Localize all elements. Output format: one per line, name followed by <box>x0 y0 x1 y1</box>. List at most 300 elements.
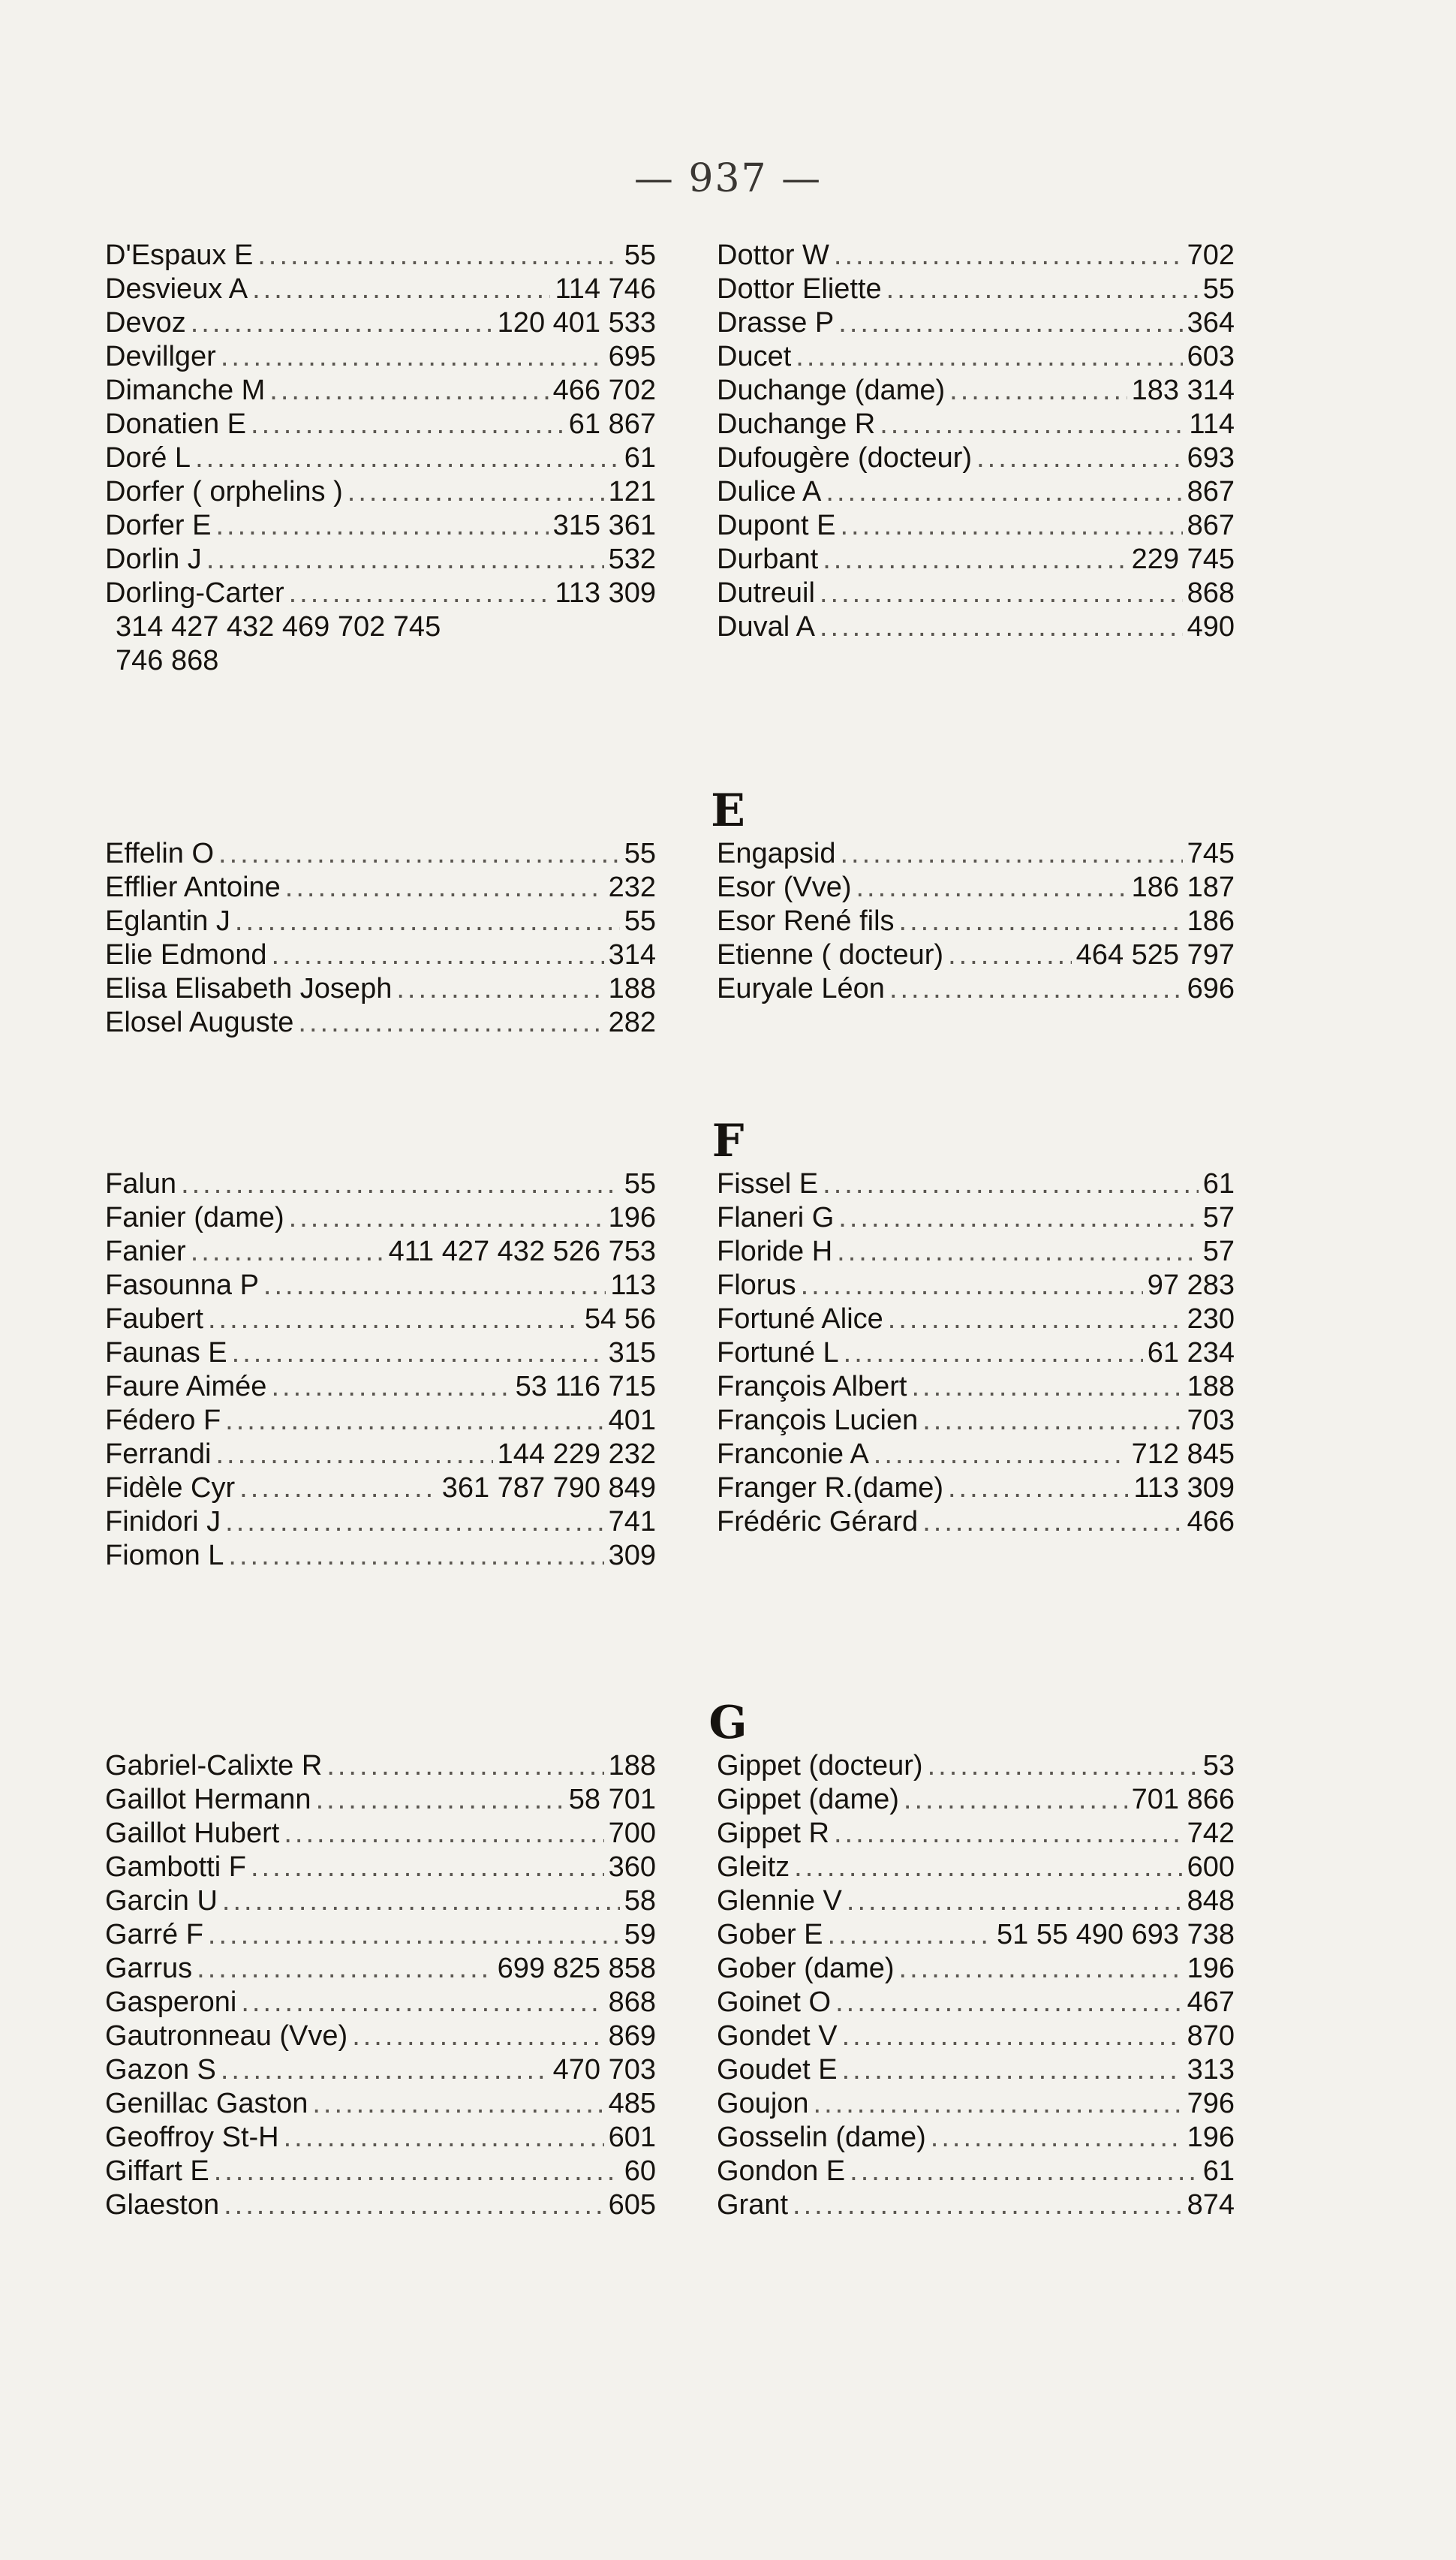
dot-leader <box>208 1918 620 1952</box>
section-columns <box>0 1749 1456 2320</box>
entry-name: Devillger <box>105 341 216 372</box>
entry-pages: 144 229 232 <box>497 1438 656 1470</box>
dot-leader <box>899 1952 1183 1986</box>
entry-pages: 282 <box>608 1007 656 1038</box>
index-entry <box>105 408 656 441</box>
left-column <box>105 1749 656 2222</box>
entry-name: Duchange (dame) <box>717 375 946 406</box>
dot-leader <box>216 1438 493 1471</box>
index-entry <box>105 1539 656 1573</box>
entry-pages: 741 <box>608 1506 656 1538</box>
section-columns <box>0 837 1456 1137</box>
entry-name: Devoz <box>105 307 186 339</box>
entry-name: Efflier Antoine <box>105 872 281 903</box>
entry-pages: 57 <box>1202 1236 1235 1267</box>
entry-pages: 55 <box>1202 273 1235 305</box>
section-e <box>0 785 1456 1085</box>
entry-name: Eglantin J <box>105 905 230 937</box>
index-entry <box>717 1303 1235 1336</box>
entry-name: Dorfer ( orphelins ) <box>105 476 343 507</box>
entry-pages: 113 <box>610 1269 656 1301</box>
entry-pages: 186 <box>1187 905 1235 937</box>
index-entry <box>717 2155 1235 2188</box>
dot-leader <box>826 475 1182 509</box>
entry-name: Gondet V <box>717 2020 838 2052</box>
entry-name: François Lucien <box>717 1405 919 1436</box>
entry-pages: 745 <box>1187 838 1235 869</box>
entry-name: Duchange R <box>717 408 876 440</box>
entry-pages: 232 <box>608 872 656 903</box>
index-entry <box>105 1817 656 1851</box>
index-entry <box>105 340 656 374</box>
entry-pages: 867 <box>1187 510 1235 541</box>
index-entry <box>105 273 656 306</box>
entry-pages: 315 <box>608 1337 656 1369</box>
section-columns <box>0 239 1456 764</box>
index-entry <box>717 2087 1235 2121</box>
entry-pages: 113 309 <box>555 577 656 609</box>
entry-pages: 532 <box>608 544 656 575</box>
dot-leader <box>904 1783 1127 1817</box>
index-entry <box>105 306 656 340</box>
index-entry <box>717 2019 1235 2053</box>
entry-pages: 58 <box>624 1885 656 1917</box>
index-entry <box>717 1851 1235 1884</box>
dot-leader <box>823 543 1127 577</box>
entry-name: Fanier (dame) <box>105 1202 284 1233</box>
section-f <box>0 1115 1456 1595</box>
dot-leader <box>191 1235 384 1269</box>
entry-name: Fissel E <box>717 1168 819 1200</box>
dot-leader <box>284 1817 603 1851</box>
entry-pages: 55 <box>624 905 656 937</box>
entry-pages: 700 <box>608 1818 656 1849</box>
index-entry <box>717 1438 1235 1471</box>
entry-pages: 466 702 <box>552 375 656 406</box>
entry-name: Engapsid <box>717 838 836 869</box>
dot-leader <box>285 871 604 905</box>
index-entry <box>105 871 656 905</box>
entry-name: Fasounna P <box>105 1269 259 1301</box>
dot-leader <box>225 1404 603 1438</box>
entry-name: Garré F <box>105 1919 203 1950</box>
entry-pages: 54 56 <box>584 1303 656 1335</box>
index-entry <box>717 2053 1235 2087</box>
entry-name: Dupont E <box>717 510 836 541</box>
index-entry <box>717 543 1235 577</box>
dot-leader <box>838 1201 1198 1235</box>
dot-leader <box>228 1539 603 1573</box>
entry-pages: 196 <box>1187 1953 1235 1984</box>
dot-leader <box>214 2155 620 2188</box>
entry-pages: 605 <box>608 2189 656 2221</box>
dot-leader <box>206 543 604 577</box>
dot-leader <box>928 1749 1199 1783</box>
dot-leader <box>976 441 1183 475</box>
index-entry <box>717 1167 1235 1201</box>
index-entry <box>105 475 656 509</box>
entry-pages: 113 309 <box>1133 1472 1235 1504</box>
entry-name: Gippet (dame) <box>717 1784 899 1815</box>
index-entry <box>717 306 1235 340</box>
entry-name: Etienne ( docteur) <box>717 939 944 971</box>
entry-pages: 464 525 797 <box>1075 939 1235 971</box>
entry-pages: 742 <box>1187 1818 1235 1849</box>
entry-pages: 196 <box>1187 2122 1235 2153</box>
section-g <box>0 1697 1456 2267</box>
entry-name: Dutreuil <box>717 577 815 609</box>
dot-leader <box>838 306 1182 340</box>
entry-name: Frédéric Gérard <box>717 1506 919 1538</box>
entry-pages: 55 <box>624 1168 656 1200</box>
dot-leader <box>899 905 1183 938</box>
dot-leader <box>352 2019 603 2053</box>
entry-pages: 695 <box>608 341 656 372</box>
dot-leader <box>820 577 1183 610</box>
entry-name: D'Espaux E <box>105 239 254 271</box>
entry-pages: 58 701 <box>568 1784 656 1815</box>
entry-name: Floride H <box>717 1236 833 1267</box>
dot-leader <box>850 2155 1199 2188</box>
entry-name: Glaeston <box>105 2189 220 2221</box>
right-column <box>717 1167 1235 1539</box>
dot-leader <box>222 1884 620 1918</box>
index-entry <box>105 972 656 1006</box>
entry-pages: 61 <box>1202 1168 1235 1200</box>
entry-name: Durbant <box>717 544 819 575</box>
section-letter: G <box>708 1697 748 1749</box>
entry-pages: 702 <box>1187 239 1235 271</box>
index-entry <box>105 1006 656 1040</box>
entry-pages: 600 <box>1187 1851 1235 1883</box>
entry-name: Gasperoni <box>105 1986 237 2018</box>
dot-leader <box>218 837 620 871</box>
index-entry <box>717 374 1235 408</box>
entry-pages: 314 <box>608 939 656 971</box>
dot-leader <box>948 938 1072 972</box>
dot-leader <box>888 1303 1183 1336</box>
index-entry <box>105 1851 656 1884</box>
entry-pages: 868 <box>1187 577 1235 609</box>
index-entry <box>717 1884 1235 1918</box>
entry-pages: 309 <box>608 1540 656 1571</box>
dot-leader <box>191 306 493 340</box>
dot-leader <box>181 1167 620 1201</box>
entry-name: Geoffroy St-H <box>105 2122 279 2153</box>
index-entry <box>105 1505 656 1539</box>
entry-name: Dufougère (docteur) <box>717 442 973 474</box>
entry-pages: 53 116 715 <box>515 1371 656 1402</box>
index-entry <box>717 1986 1235 2019</box>
entry-pages: 467 <box>1187 1986 1235 2018</box>
dot-leader <box>796 340 1182 374</box>
entry-pages: 364 <box>1187 307 1235 339</box>
entry-pages: 114 746 <box>555 273 656 305</box>
index-entry <box>105 1952 656 1986</box>
dot-leader <box>856 871 1127 905</box>
dot-leader <box>224 2188 604 2222</box>
index-entry <box>105 2155 656 2188</box>
index-entry <box>105 577 656 610</box>
dot-leader <box>289 577 551 610</box>
entry-pages: 361 787 790 849 <box>441 1472 656 1504</box>
entry-name: François Albert <box>717 1371 907 1402</box>
entry-name: Gleitz <box>717 1851 790 1883</box>
entry-pages: 61 <box>1202 2155 1235 2187</box>
index-entry <box>717 1918 1235 1952</box>
index-entry <box>105 543 656 577</box>
entry-pages: 703 <box>1187 1405 1235 1436</box>
entry-name: Dorlin J <box>105 544 202 575</box>
dot-leader <box>298 1006 603 1040</box>
index-entry <box>105 2121 656 2155</box>
entry-name: Falun <box>105 1168 177 1200</box>
entry-pages: 867 <box>1187 476 1235 507</box>
entry-name: Gippet R <box>717 1818 829 1849</box>
entry-pages: 55 <box>624 239 656 271</box>
entry-pages: 121 <box>608 476 656 507</box>
entry-name: Dorfer E <box>105 510 212 541</box>
section-columns <box>0 1167 1456 1648</box>
dot-leader <box>251 408 564 441</box>
index-entry <box>717 1505 1235 1539</box>
entry-name: Ducet <box>717 341 792 372</box>
dot-leader <box>208 1303 580 1336</box>
entry-pages: 51 55 490 693 738 <box>997 1919 1235 1950</box>
index-entry <box>105 1471 656 1505</box>
entry-name: Dulice A <box>717 476 822 507</box>
index-entry <box>717 610 1235 644</box>
index-entry <box>717 239 1235 273</box>
index-entry <box>717 441 1235 475</box>
dot-leader <box>271 1370 510 1404</box>
entry-pages: 712 845 <box>1131 1438 1235 1470</box>
index-entry <box>717 577 1235 610</box>
entry-pages: 601 <box>608 2122 656 2153</box>
entry-name: Goinet O <box>717 1986 832 2018</box>
dot-leader <box>396 972 603 1006</box>
dot-leader <box>880 408 1184 441</box>
dot-leader <box>195 441 620 475</box>
index-entry <box>105 1404 656 1438</box>
dot-leader <box>814 2087 1183 2121</box>
right-column <box>717 1749 1235 2222</box>
index-entry <box>717 340 1235 374</box>
index-entry <box>105 2087 656 2121</box>
entry-name: Dimanche M <box>105 375 266 406</box>
dot-leader <box>347 475 604 509</box>
index-entry <box>717 1817 1235 1851</box>
dot-leader <box>842 2053 1183 2087</box>
entry-pages: 188 <box>1187 1371 1235 1402</box>
index-entry <box>105 1918 656 1952</box>
index-entry <box>105 2188 656 2222</box>
dot-leader <box>284 2121 604 2155</box>
entry-name: Ferrandi <box>105 1438 212 1470</box>
entry-pages: 120 401 533 <box>497 307 656 339</box>
index-entry <box>717 938 1235 972</box>
entry-pages-continued: 314 427 432 469 702 745 <box>116 611 441 643</box>
dot-leader <box>820 610 1183 644</box>
entry-pages: 55 <box>624 838 656 869</box>
dot-leader <box>235 905 620 938</box>
index-entry <box>105 1370 656 1404</box>
entry-name: Elie Edmond <box>105 939 267 971</box>
entry-name: Flaneri G <box>717 1202 835 1233</box>
entry-pages: 870 <box>1187 2020 1235 2052</box>
index-entry <box>105 1201 656 1235</box>
entry-pages: 57 <box>1202 1202 1235 1233</box>
entry-pages: 470 703 <box>552 2054 656 2086</box>
index-entry <box>717 905 1235 938</box>
index-entry <box>717 1269 1235 1303</box>
entry-name: Grant <box>717 2189 789 2221</box>
index-entry <box>717 1201 1235 1235</box>
section-d <box>0 239 1456 764</box>
entry-name: Desvieux A <box>105 273 248 305</box>
index-entry <box>105 2019 656 2053</box>
entry-pages: 61 234 <box>1147 1337 1235 1369</box>
section-letter: F <box>711 1115 745 1167</box>
index-entry <box>717 1370 1235 1404</box>
index-entry <box>105 1235 656 1269</box>
entry-name: Fédero F <box>105 1405 221 1436</box>
dot-leader <box>197 1952 493 1986</box>
entry-pages: 796 <box>1187 2088 1235 2119</box>
entry-pages: 485 <box>608 2088 656 2119</box>
index-entry <box>717 1336 1235 1370</box>
entry-pages: 313 <box>1187 2054 1235 2086</box>
entry-name: Fiomon L <box>105 1540 224 1571</box>
index-entry <box>105 509 656 543</box>
entry-pages: 53 <box>1202 1750 1235 1781</box>
entry-pages: 603 <box>1187 341 1235 372</box>
entry-name: Elisa Elisabeth Joseph <box>105 973 393 1004</box>
entry-name: Goudet E <box>717 2054 838 2086</box>
right-column <box>717 837 1235 1006</box>
entry-name: Fanier <box>105 1236 186 1267</box>
entry-name: Euryale Léon <box>717 973 885 1004</box>
entry-name: Gaillot Hermann <box>105 1784 311 1815</box>
index-entry <box>105 938 656 972</box>
entry-name: Esor René fils <box>717 905 895 937</box>
entry-pages: 411 427 432 526 753 <box>388 1236 656 1267</box>
entry-name: Elosel Auguste <box>105 1007 294 1038</box>
dot-leader <box>834 1817 1183 1851</box>
index-entry <box>717 1471 1235 1505</box>
entry-pages: 868 <box>608 1986 656 2018</box>
entry-name: Fidèle Cyr <box>105 1472 236 1504</box>
entry-pages: 188 <box>608 1750 656 1781</box>
index-entry <box>717 408 1235 441</box>
entry-pages: 196 <box>608 1202 656 1233</box>
entry-name: Gippet (docteur) <box>717 1750 923 1781</box>
dot-leader <box>886 273 1199 306</box>
left-column <box>105 1167 656 1573</box>
entry-name: Gondon E <box>717 2155 846 2187</box>
index-entry <box>105 905 656 938</box>
index-entry <box>717 972 1235 1006</box>
page-number: — 937 — <box>633 156 823 201</box>
entry-name: Gabriel-Calixte R <box>105 1750 323 1781</box>
dot-leader <box>326 1749 603 1783</box>
index-entry <box>105 1884 656 1918</box>
entry-pages: 701 866 <box>1131 1784 1235 1815</box>
entry-name: Garrus <box>105 1953 193 1984</box>
entry-pages: 401 <box>608 1405 656 1436</box>
entry-pages: 183 314 <box>1131 375 1235 406</box>
dot-leader <box>251 1851 604 1884</box>
dot-leader <box>840 509 1182 543</box>
dot-leader <box>239 1471 438 1505</box>
dot-leader <box>241 1986 603 2019</box>
entry-name: Dottor Eliette <box>717 273 882 305</box>
dot-leader <box>931 2121 1183 2155</box>
section-letter: E <box>711 785 745 837</box>
entry-pages: 186 187 <box>1131 872 1235 903</box>
dot-leader <box>949 374 1127 408</box>
entry-pages: 114 <box>1189 408 1235 440</box>
dot-leader <box>316 1783 564 1817</box>
entry-name: Dottor W <box>717 239 829 271</box>
entry-pages: 315 361 <box>552 510 656 541</box>
entry-pages: 60 <box>624 2155 656 2187</box>
index-entry <box>105 2053 656 2087</box>
dot-leader <box>948 1471 1129 1505</box>
dot-leader <box>840 837 1182 871</box>
dot-leader <box>922 1404 1182 1438</box>
index-entry <box>105 441 656 475</box>
right-column <box>717 239 1235 644</box>
dot-leader <box>312 2087 603 2121</box>
index-entry <box>105 1167 656 1201</box>
entry-name: Duval A <box>717 611 815 643</box>
dot-leader <box>257 239 619 273</box>
entry-name: Faubert <box>105 1303 203 1335</box>
dot-leader <box>215 509 548 543</box>
index-entry <box>105 1438 656 1471</box>
index-entry <box>105 1749 656 1783</box>
dot-leader <box>263 1269 606 1303</box>
entry-name: Gober (dame) <box>717 1953 895 1984</box>
dot-leader <box>828 1918 992 1952</box>
entry-pages: 360 <box>608 1851 656 1883</box>
entry-pages: 61 867 <box>568 408 656 440</box>
index-entry <box>717 1783 1235 1817</box>
entry-name: Doré L <box>105 442 191 474</box>
dot-leader <box>889 972 1183 1006</box>
entry-name: Finidori J <box>105 1506 221 1538</box>
entry-pages: 869 <box>608 2020 656 2052</box>
dot-leader <box>835 1986 1183 2019</box>
entry-name: Fortuné L <box>717 1337 839 1369</box>
dot-leader <box>793 2188 1183 2222</box>
dot-leader <box>794 1851 1182 1884</box>
index-entry <box>717 1404 1235 1438</box>
dot-leader <box>252 273 550 306</box>
entry-pages-continued: 746 868 <box>116 645 219 676</box>
dot-leader <box>269 374 548 408</box>
entry-name: Donatien E <box>105 408 247 440</box>
entry-pages: 59 <box>624 1919 656 1950</box>
entry-name: Glennie V <box>717 1885 842 1917</box>
entry-pages: 848 <box>1187 1885 1235 1917</box>
index-entry <box>717 1235 1235 1269</box>
entry-name: Goujon <box>717 2088 809 2119</box>
entry-name: Fortuné Alice <box>717 1303 883 1335</box>
index-entry <box>717 2188 1235 2222</box>
entry-name: Gambotti F <box>105 1851 246 1883</box>
